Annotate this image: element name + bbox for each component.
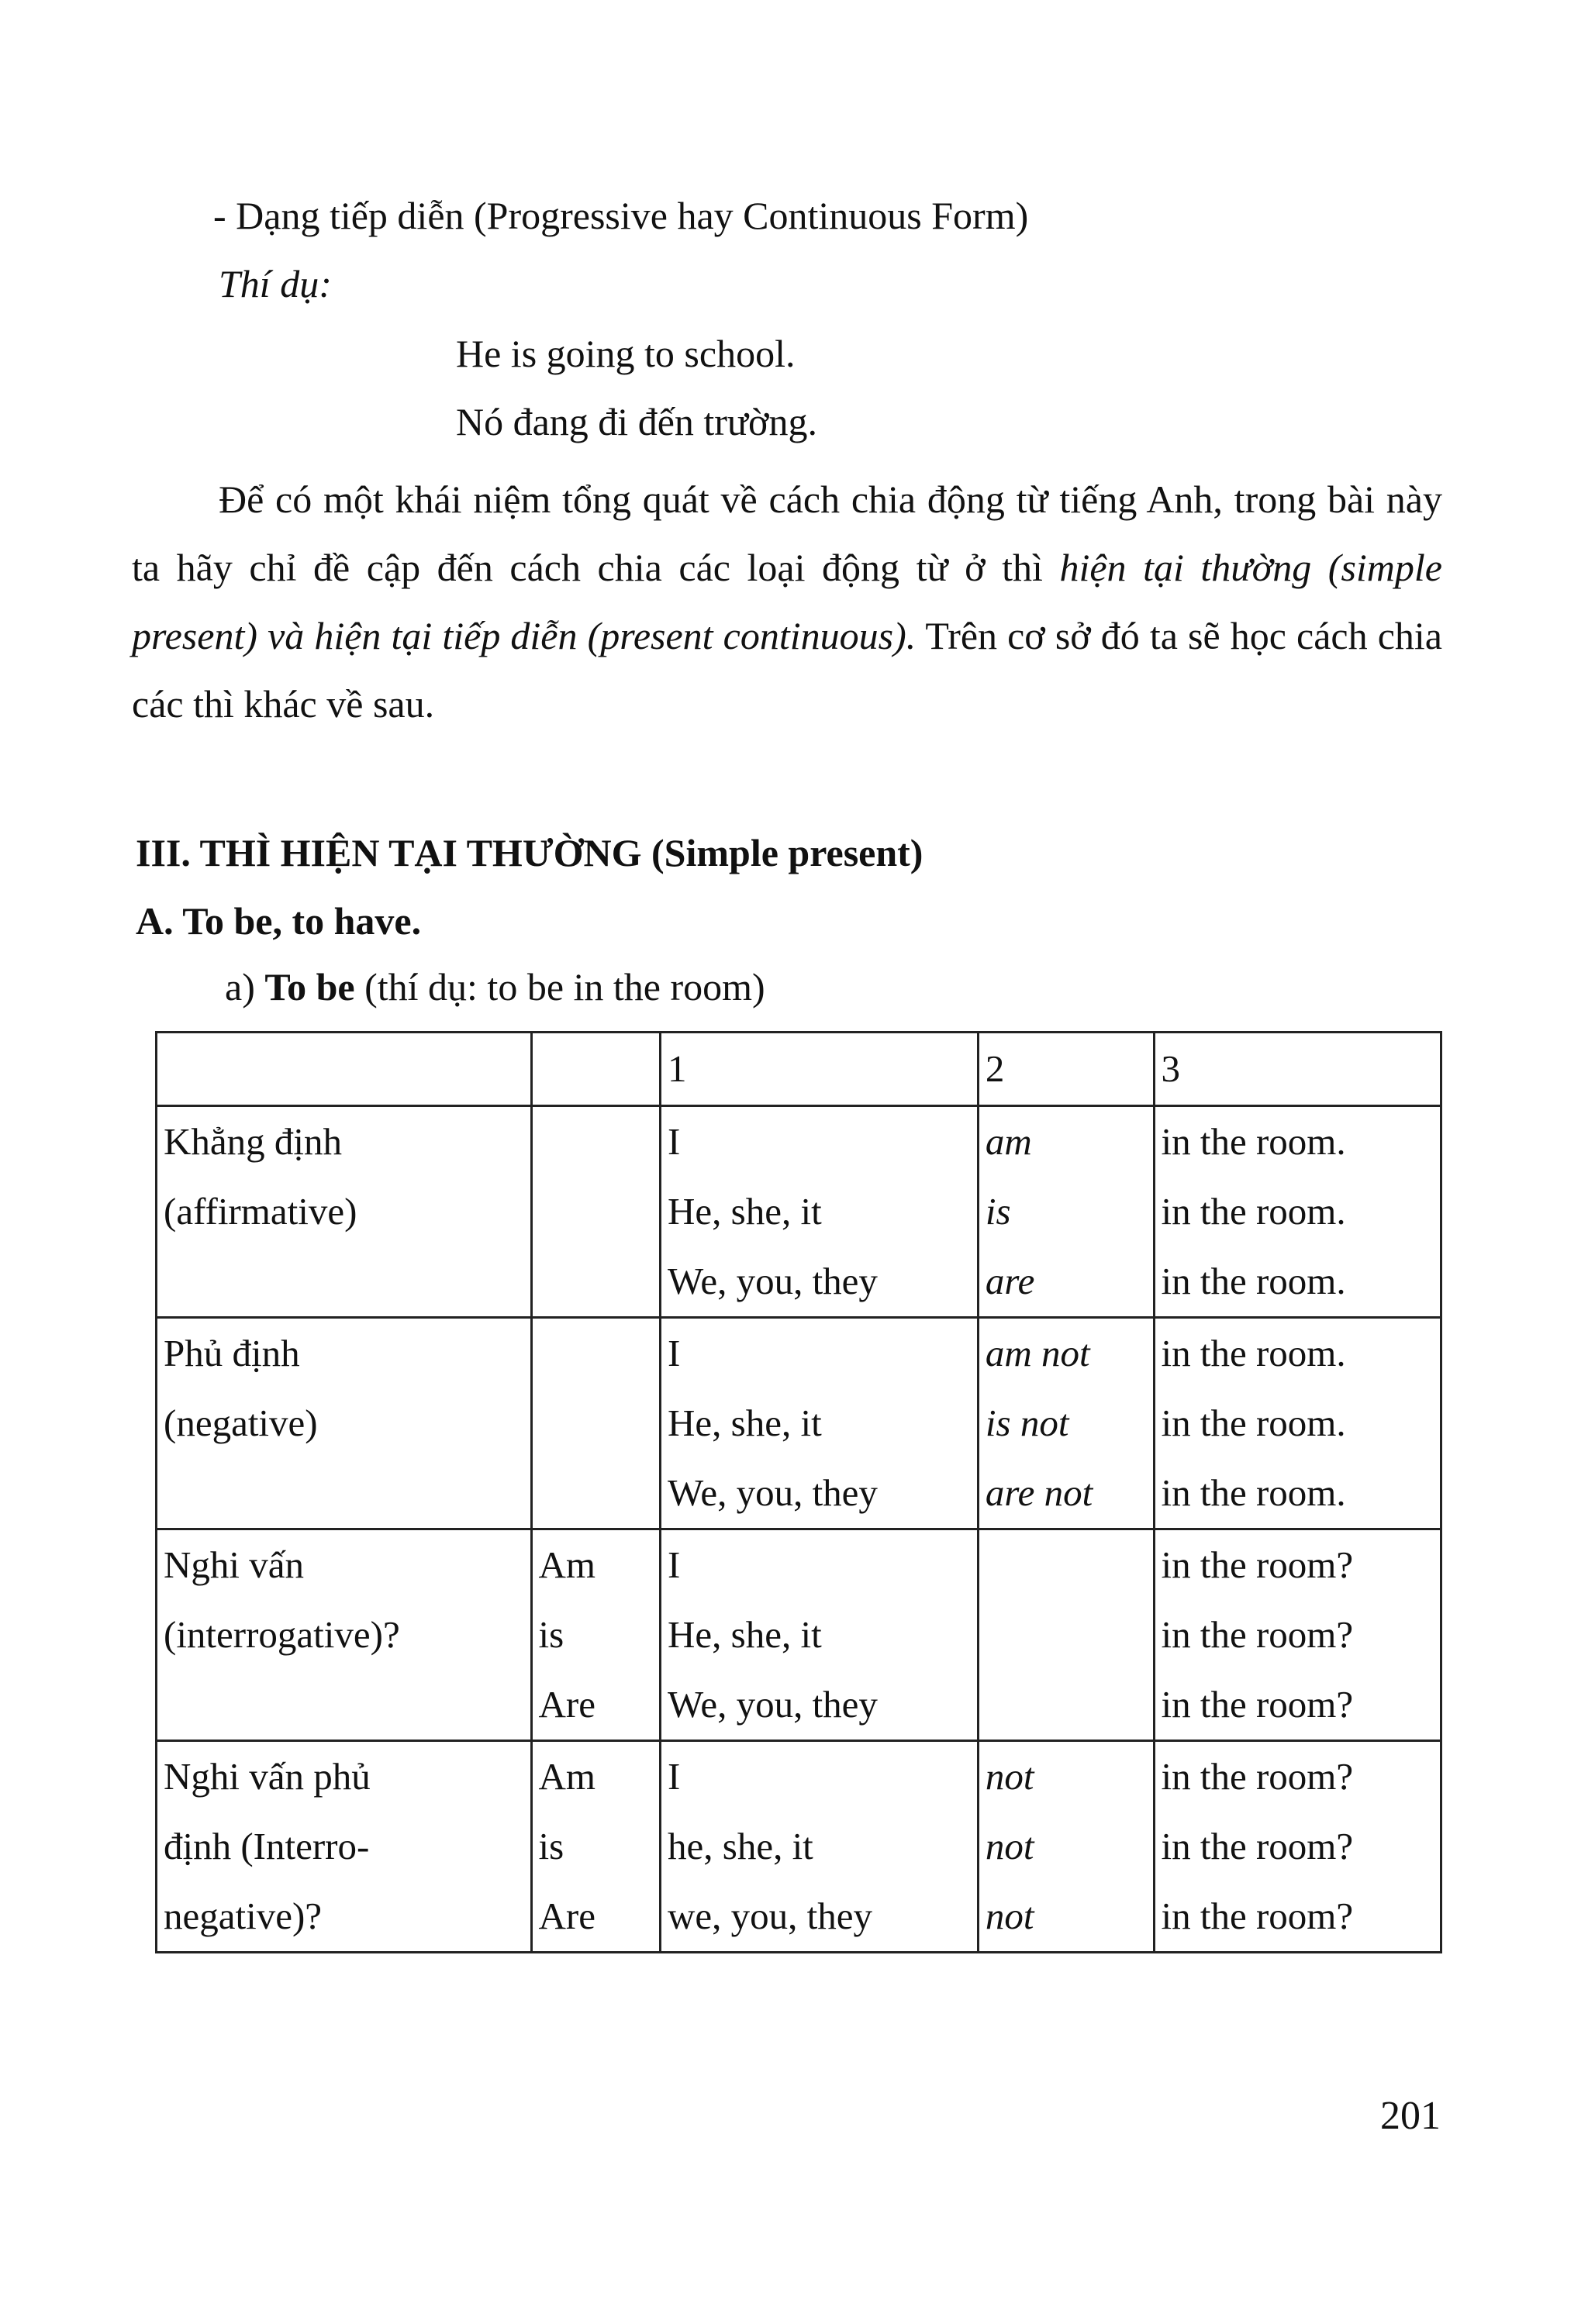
aux-cell <box>531 1741 660 1953</box>
aux-line <box>539 1319 653 1388</box>
subject-line: we, you, they <box>668 1895 872 1937</box>
paragraph-italic-terms: hiện tại thường (simple present) và hiện tại tiếp diễn (present continuous). <box>132 546 1442 657</box>
aux-line: is <box>538 1613 564 1656</box>
complement-line: in the room? <box>1161 1613 1354 1656</box>
aux-cell <box>531 1106 660 1318</box>
complement-cell <box>1154 1741 1441 1953</box>
paragraph-text-end: Trên cơ sở đó ta sẽ học cách chia các thì khác về sau. <box>132 614 1442 726</box>
verb-line: am <box>985 1120 1032 1163</box>
example-english: He is going to school. <box>456 332 796 375</box>
aux-cell <box>531 1529 660 1741</box>
verb-line: is not <box>985 1402 1069 1444</box>
aux-line: is <box>538 1825 564 1867</box>
label-line: (interrogative)? <box>164 1613 400 1656</box>
verb-line <box>986 1670 1147 1740</box>
verb-line <box>986 1600 1147 1670</box>
to-be-item <box>225 964 765 1010</box>
subject-line: I <box>668 1755 681 1798</box>
subject-line: I <box>668 1120 681 1163</box>
example-label: Thí dụ: <box>219 262 332 305</box>
verb-line: not <box>985 1825 1034 1867</box>
paragraph-text-start: Để có một khái niệm tổng quát về cách chia động từ tiếng Anh, trong bài này ta hãy chỉ đề cập đến cách chia các loại động từ ở thì <box>132 478 1442 589</box>
label-line: (affirmative) <box>164 1190 357 1233</box>
table-row-affirmative <box>157 1106 1441 1318</box>
verb-line: not <box>985 1895 1034 1937</box>
label-line: Nghi vấn phủ <box>164 1755 371 1798</box>
table-header-row <box>157 1033 1441 1106</box>
aux-cell <box>531 1318 660 1529</box>
to-be-conjugation-table <box>155 1031 1442 1953</box>
subject-line: We, you, they <box>668 1471 878 1514</box>
subject-line: We, you, they <box>668 1683 878 1726</box>
subject-cell <box>661 1318 979 1529</box>
row-label <box>157 1106 532 1318</box>
verb-line: not <box>985 1755 1034 1798</box>
intro-paragraph <box>132 465 1442 738</box>
to-be-item-prefix: a) <box>225 965 265 1009</box>
complement-cell <box>1154 1106 1441 1318</box>
verb-line: am not <box>985 1332 1090 1374</box>
example-vietnamese: Nó đang đi đến trường. <box>456 400 817 443</box>
progressive-form-line: - Dạng tiếp diễn (Progressive hay Continuous Form) <box>213 194 1029 237</box>
aux-line: Are <box>538 1895 596 1937</box>
aux-line: Am <box>538 1755 596 1798</box>
label-line: negative)? <box>164 1895 323 1937</box>
row-label <box>157 1318 532 1529</box>
complement-line: in the room? <box>1161 1543 1354 1586</box>
label-line: (negative) <box>164 1402 318 1444</box>
subject-line: he, she, it <box>668 1825 813 1867</box>
aux-line <box>539 1388 653 1458</box>
complement-line: in the room. <box>1161 1402 1346 1444</box>
complement-line: in the room? <box>1161 1825 1354 1867</box>
complement-line: in the room? <box>1161 1895 1354 1937</box>
header-cell <box>157 1033 532 1106</box>
aux-line: Am <box>538 1543 596 1586</box>
label-line: định (Interro- <box>164 1825 370 1867</box>
subject-cell <box>661 1741 979 1953</box>
complement-line: in the room. <box>1161 1260 1346 1302</box>
verb-line: is <box>985 1190 1011 1233</box>
label-line: Phủ định <box>164 1332 300 1374</box>
header-cell: 2 <box>978 1033 1154 1106</box>
verb-line: are <box>985 1260 1035 1302</box>
table-row-interrogative <box>157 1529 1441 1741</box>
table-row-interro-negative <box>157 1741 1441 1953</box>
section-subheading: A. To be, to have. <box>136 899 422 943</box>
complement-line: in the room. <box>1161 1190 1346 1233</box>
subject-line: He, she, it <box>668 1613 822 1656</box>
subject-line: I <box>668 1543 681 1586</box>
row-label <box>157 1529 532 1741</box>
header-cell: 3 <box>1154 1033 1441 1106</box>
subject-line: He, she, it <box>668 1190 822 1233</box>
complement-line: in the room. <box>1161 1471 1346 1514</box>
row-label <box>157 1741 532 1953</box>
label-line: Khẳng định <box>164 1120 342 1163</box>
page-number: 201 <box>1380 2094 1441 2138</box>
aux-line <box>539 1458 653 1528</box>
table-row-negative <box>157 1318 1441 1529</box>
verb-line <box>986 1530 1147 1600</box>
verb-cell <box>978 1106 1154 1318</box>
aux-line <box>539 1246 653 1316</box>
to-be-item-rest: (thí dụ: to be in the room) <box>354 965 765 1009</box>
to-be-item-bold: To be <box>264 965 355 1009</box>
subject-line: He, she, it <box>668 1402 822 1444</box>
verb-line: are not <box>985 1471 1093 1514</box>
verb-cell <box>978 1741 1154 1953</box>
complement-line: in the room? <box>1161 1683 1354 1726</box>
complement-cell <box>1154 1318 1441 1529</box>
header-cell: 1 <box>661 1033 979 1106</box>
complement-line: in the room. <box>1161 1332 1346 1374</box>
complement-cell <box>1154 1529 1441 1741</box>
complement-line: in the room? <box>1161 1755 1354 1798</box>
subject-line: We, you, they <box>668 1260 878 1302</box>
subject-cell <box>661 1106 979 1318</box>
subject-line: I <box>668 1332 681 1374</box>
verb-cell <box>978 1318 1154 1529</box>
aux-line <box>539 1177 653 1246</box>
complement-line: in the room. <box>1161 1120 1346 1163</box>
label-line: Nghi vấn <box>164 1543 304 1586</box>
subject-cell <box>661 1529 979 1741</box>
aux-line: Are <box>538 1683 596 1726</box>
aux-line <box>539 1107 653 1177</box>
verb-cell <box>978 1529 1154 1741</box>
header-cell <box>531 1033 660 1106</box>
section-heading: III. THÌ HIỆN TẠI THƯỜNG (Simple present) <box>136 831 923 874</box>
